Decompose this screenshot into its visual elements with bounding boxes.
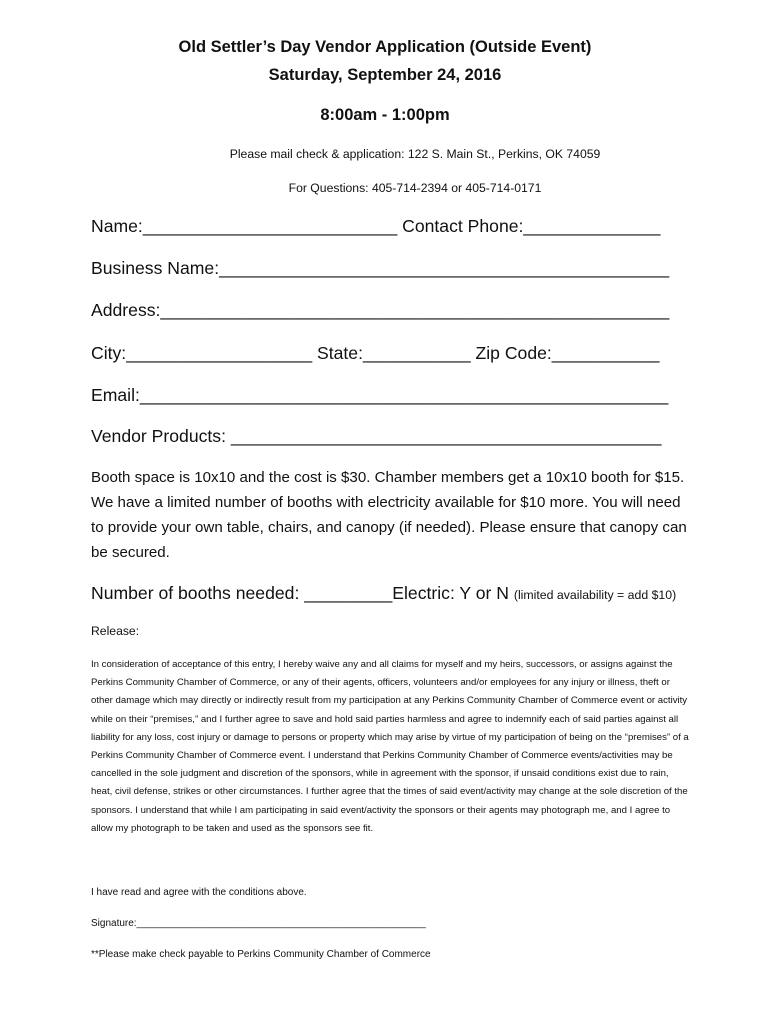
zip-field: Zip Code:___________ (475, 343, 660, 363)
vendor-products-field: Vendor Products: ____________________________________________ (91, 426, 662, 446)
booth-info-paragraph: Booth space is 10x10 and the cost is $30. Chamber members get a 10x10 booth for $15. We have a limited number of booths with electricity available for $10 more. You will need to provide your own table, chairs, and canopy (if needed). Please ensure that canopy can be secured. (91, 469, 687, 561)
booths-needed-row (91, 583, 676, 604)
name-contact-row (91, 216, 660, 237)
agree-statement: I have read and agree with the conditions above. (91, 887, 307, 898)
state-field: State:___________ (317, 343, 471, 363)
release-paragraph: In consideration of acceptance of this entry, I hereby waive any and all claims for myself and my heirs, successors, or assigns against the Perkins Community Chamber of Commerce, or any of their agents, officers, volunteers and/or employees for any injury or illness, theft or other damage which may directly or indirectly result from my participation at any Perkins Community Chamber of Commerce event or activity while on their “premises,” and I further agree to save and hold said parties harmless and agree to indemnify each of said parties against all liability for any loss, cost injury or damage to persons or property which may arise by virtue of my participation of being on the “premises” of a Perkins Community Chamber of Commerce event. I understand that Perkins Community Chamber of Commerce events/activities may be cancelled in the sole judgment and discretion of the sponsors, while in agreement with the sponsor, if unsaid conditions exist due to rain, heat, civil defense, strikes or other circumstances. I further agree that the times of said event/activity may change at the sole discretion of the sponsors. I understand that while I am participating in said event/activity the sponsors or their agents may photograph me, and I agree to allow my photograph to be taken and used as the sponsors see fit. (91, 659, 689, 834)
contact-phone-field: Contact Phone:______________ (402, 216, 661, 236)
payment-footnote: **Please make check payable to Perkins Community Chamber of Commerce (91, 949, 431, 960)
event-time: 8:00am - 1:00pm (320, 106, 450, 124)
signature-line: Signature:____________________________________________________ (91, 918, 426, 929)
mail-instructions: Please mail check & application: 122 S. Main St., Perkins, OK 74059 (229, 147, 601, 161)
questions-contact: For Questions: 405-714-2394 or 405-714-0171 (288, 181, 542, 195)
form-title: Old Settler’s Day Vendor Application (Outside Event) (178, 38, 592, 56)
city-field: City:___________________ (91, 343, 313, 363)
address-field: Address:____________________________________________________ (91, 300, 670, 320)
city-state-zip-row (91, 343, 659, 364)
business-name-field: Business Name:______________________________________________ (91, 258, 670, 278)
booths-needed-label: Number of booths needed: _________Electric: Y or N (91, 583, 509, 603)
event-date: Saturday, September 24, 2016 (268, 66, 502, 84)
electric-note: (limited availability = add $10) (513, 588, 677, 602)
release-heading: Release: (91, 624, 140, 638)
email-field: Email:______________________________________________________ (91, 385, 669, 405)
name-field: Name:__________________________ (91, 216, 398, 236)
